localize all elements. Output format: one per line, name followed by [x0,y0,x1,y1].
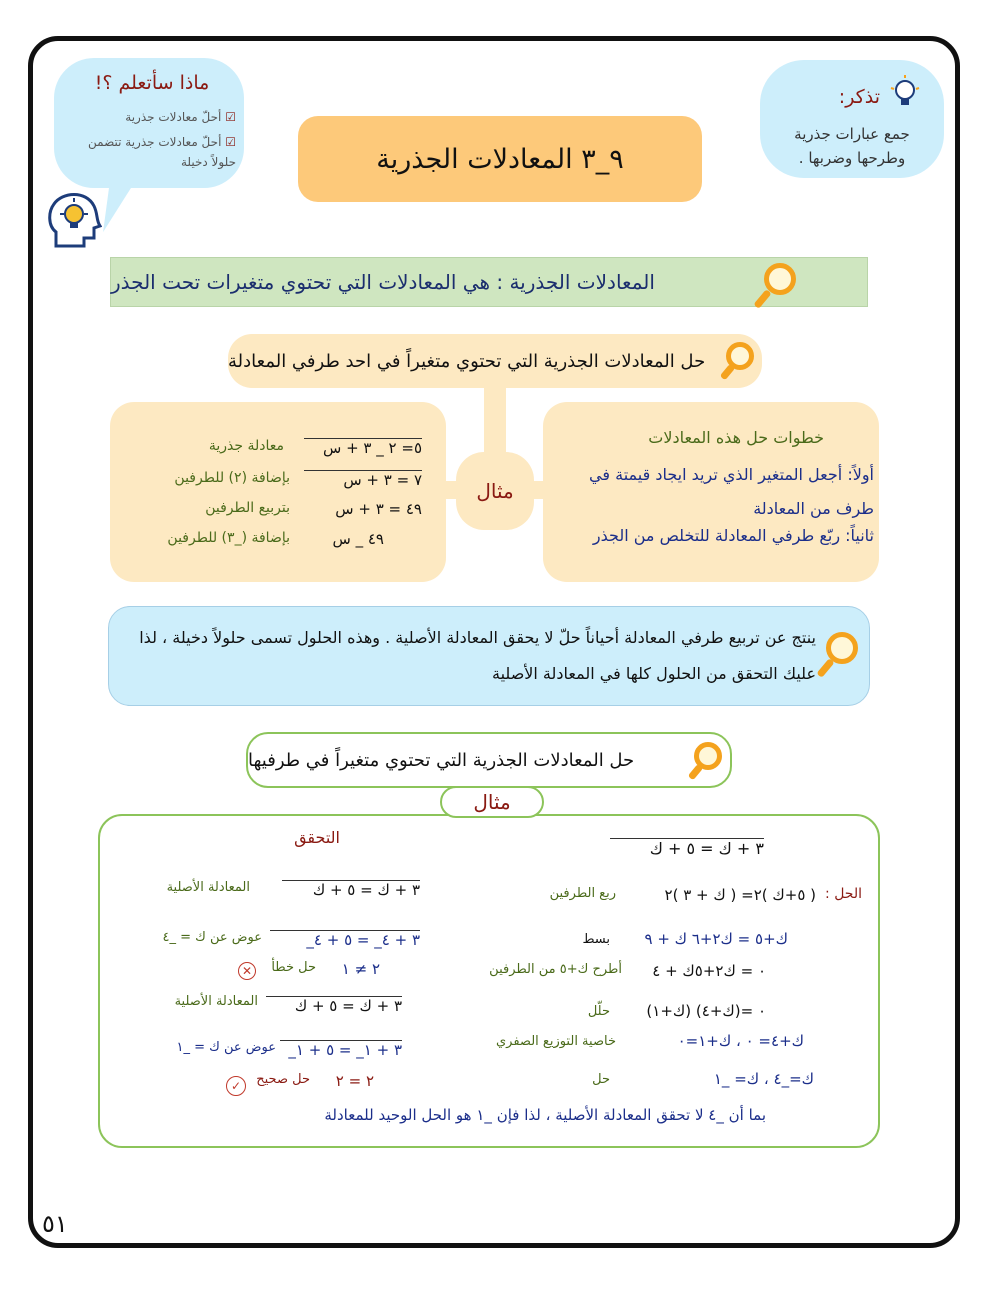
lesson-title: ٩_٣ المعادلات الجذرية [298,116,702,202]
sol-note-2: بسط [582,932,610,947]
ex1-note-4: بإضافة (_٣) للطرفين [167,530,290,546]
ex1-note-3: بتربيع الطرفين [205,500,290,516]
example-badge [456,452,534,530]
check-eq-6: ٢ = ٢ [335,1072,374,1090]
ex1-note-1: معادلة جذرية [208,438,284,454]
ex1-note-2: بإضافة (٢) للطرفين [174,470,290,486]
sol-eq-4: ٠ =(ك+٤) (ك+١) [646,1002,766,1020]
main-equation: ٣ + ك = ٥ + ك [610,838,764,858]
check-eq-2: ٣ + ٤_ = ٥ + ٤_ [270,930,420,949]
check-eq-3: ٢ ≠ ١ [341,960,380,978]
example2-tag [440,786,544,818]
section2-heading: حل المعادلات الجذرية التي تحتوي متغيراً في طرفيها [248,749,635,771]
section1-heading-pill [228,334,762,388]
check-note-6: حل صحيح [256,1072,310,1087]
extraneous-note: ينتج عن تربيع طرفي المعادلة أحياناً حلّ لا يحقق المعادلة الأصلية . وهذه الحلول تسمى حلولاً دخيلة ، لذا عليك التحقق من الحلول كلها في المعادلة الأصلية [139,628,816,683]
step-1: أولاً: أجعل المتغير الذي تريد ايجاد قيمتة في طرف من المعادلة [589,465,874,518]
section2-heading-pill [246,732,732,788]
sol-note-5: خاصية التوزيع الصفري [496,1034,616,1049]
sol-eq-1: ( ٥+ك )٢= ( ك + ٣ )٢ [664,886,816,904]
sol-eq-5: ك+٤= ٠ ، ك+١=٠ [677,1032,804,1050]
checkbox-icon: ☑ [225,110,236,124]
ex1-eq-4: ٤٩ _ س [332,530,384,548]
check-note-2: عوض عن ك = _٤ [162,930,262,945]
sol-note-4: حلّل [587,1004,610,1019]
correct-icon: ✓ [226,1076,246,1096]
lightbulb-icon [888,74,922,110]
learn-title: ماذا سأتعلم ؟! [94,72,210,94]
definition-bar [110,257,868,307]
sol-eq-6: ك=_٤ ، ك= _١ [713,1070,814,1088]
remember-title: تذكر: [838,86,880,108]
check-eq-1: ٣ + ك = ٥ + ك [282,880,420,899]
learn-item-1 [70,110,236,124]
check-eq-5: ٣ + ١_ = ٥ + ١_ [280,1040,402,1059]
example-label: مثال [476,479,514,503]
sol-note-1: ربع الطرفين [549,886,616,901]
learn-item-2 [60,132,236,172]
ex1-eq-3: ٤٩ = ٣ + س [335,500,422,518]
example2-box [98,814,880,1148]
sol-eq-3: ٠ = ك٢+٥ك + ٤ [652,962,766,980]
ex1-eq-1: ٥= ٢ _ ٣ + س [304,438,422,457]
sol-note-3: أطرح ك+٥ من الطرفين [489,962,622,977]
definition-text: المعادلات الجذرية : هي المعادلات التي تحتوي متغيرات تحت الجذر [111,270,655,294]
check-eq-4: ٣ + ك = ٥ + ك [266,996,402,1015]
sol-eq-2: ك+٥ = ك٢+٦ ك + ٩ [644,930,788,948]
ex1-eq-2: ٧ = ٣ + س [304,470,422,489]
remember-body: جمع عبارات جذرية وطرحها وضربها . [794,125,910,167]
sol-note-6: حل [592,1072,610,1087]
check-title: التحقق [294,828,340,847]
check-note-4: المعادلة الأصلية [174,994,258,1009]
conclusion: بما أن _٤ لا تحقق المعادلة الأصلية ، لذا فإن _١ هو الحل الوحيد للمعادلة [324,1106,766,1124]
example-panel [110,402,446,582]
connector [484,388,506,460]
learn-item-1-label: أحلّ معادلات جذرية [125,110,222,124]
magnifier-icon [764,263,796,295]
example2-label: مثال [473,790,511,814]
steps-title: خطوات حل هذه المعادلات [648,428,824,447]
learn-item-2-label: أحلّ معادلات جذرية تتضمن حلولاً دخيلة [88,135,236,169]
section1-heading: حل المعادلات الجذرية التي تحتوي متغيراً في احد طرفي المعادلة [228,350,706,372]
page-number: ٥١ [42,1210,68,1238]
head-lightbulb-icon [46,188,102,250]
step-2: ثانياً: ربّع طرفي المعادلة للتخلص من الجذر [592,526,874,545]
wrong-icon: ✕ [238,962,256,980]
solution-label: الحل : [825,886,862,902]
check-note-3: حل خطأ [271,960,316,975]
check-note-5: عوض عن ك = _١ [176,1040,276,1055]
check-note-1: المعادلة الأصلية [166,880,250,895]
checkbox-icon: ☑ [225,135,236,149]
